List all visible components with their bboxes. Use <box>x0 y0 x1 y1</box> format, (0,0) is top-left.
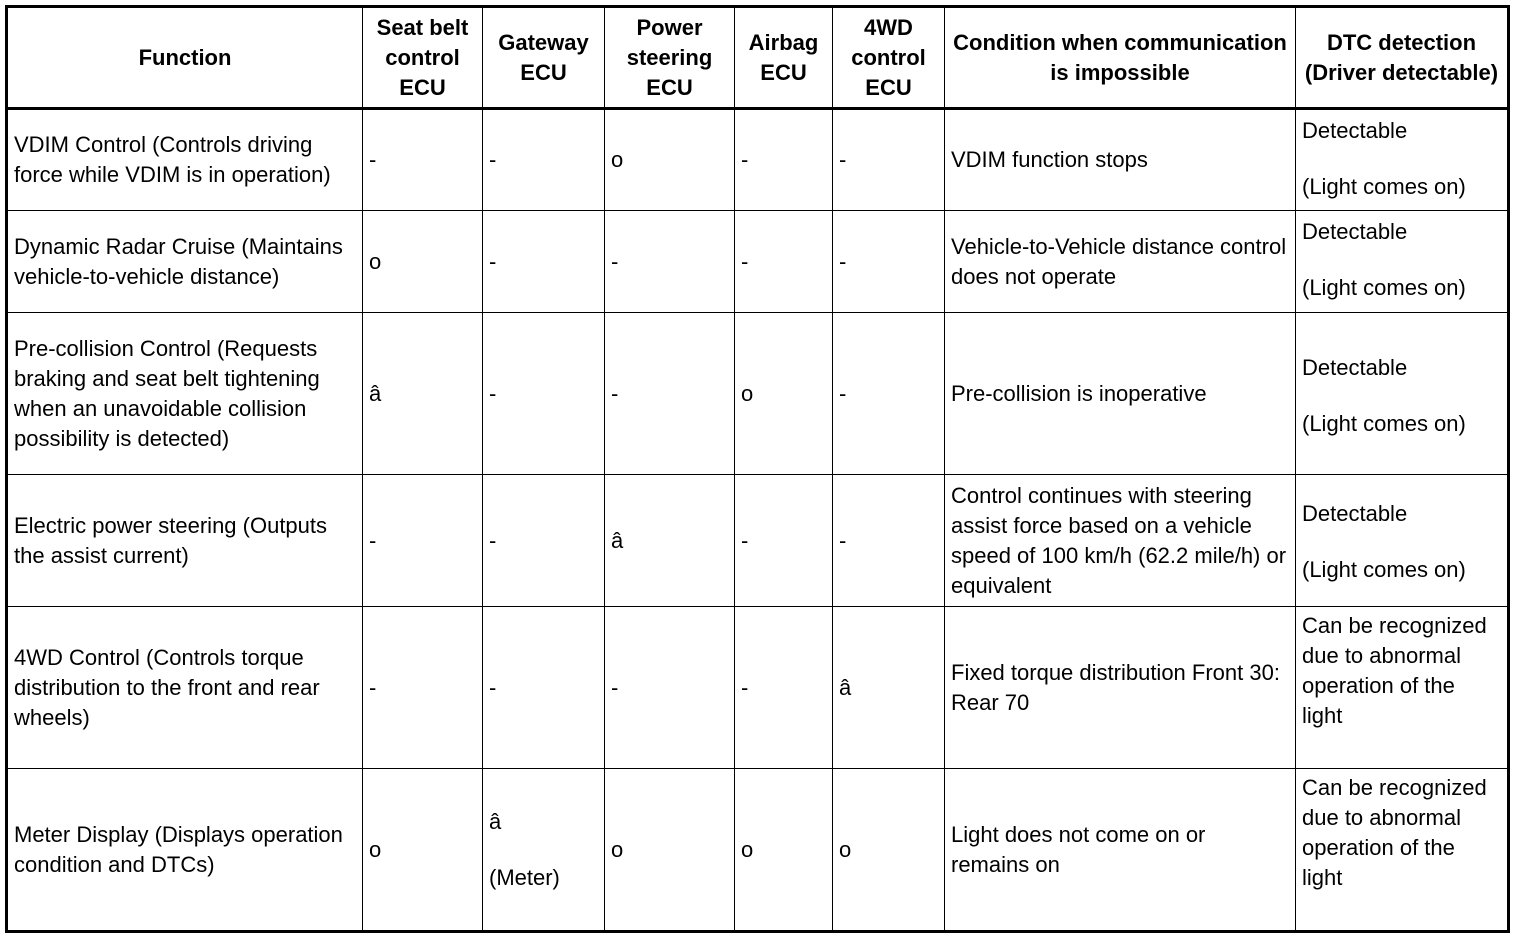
seat-belt-ecu-cell: o <box>363 769 483 932</box>
dtc-detection-cell <box>1296 769 1509 932</box>
function-cell: Meter Display (Displays operation condition and DTCs) <box>7 769 363 932</box>
dtc-note-text: (Light comes on) <box>1302 174 1466 199</box>
4wd-control-ecu-cell: o <box>833 769 945 932</box>
airbag-ecu-cell: - <box>735 109 833 211</box>
dtc-status-text: Can be recognized due to abnormal operation of the light <box>1302 775 1487 890</box>
dtc-detection-cell <box>1296 607 1509 769</box>
4wd-control-ecu-cell: â <box>833 607 945 769</box>
gateway-ecu-cell: - <box>483 475 605 607</box>
table-row <box>7 607 1509 769</box>
condition-cell: Control continues with steering assist force based on a vehicle speed of 100 km/h (62.2 mile/h) or equivalent <box>945 475 1296 607</box>
table-row <box>7 109 1509 211</box>
header-airbag-ecu: Airbag ECU <box>735 7 833 109</box>
power-steering-ecu-cell: - <box>605 313 735 475</box>
function-cell: Pre-collision Control (Requests braking and seat belt tightening when an unavoidable collision possibility is detected) <box>7 313 363 475</box>
dtc-status-text: Can be recognized due to abnormal operation of the light <box>1302 613 1487 728</box>
dtc-detection-cell <box>1296 211 1509 313</box>
function-cell: Dynamic Radar Cruise (Maintains vehicle-to-vehicle distance) <box>7 211 363 313</box>
header-dtc-detection: DTC detection (Driver detectable) <box>1296 7 1509 109</box>
header-function: Function <box>7 7 363 109</box>
condition-cell: Fixed torque distribution Front 30: Rear 70 <box>945 607 1296 769</box>
4wd-control-ecu-cell: - <box>833 211 945 313</box>
4wd-control-ecu-cell: - <box>833 475 945 607</box>
airbag-ecu-cell: o <box>735 769 833 932</box>
airbag-ecu-cell: - <box>735 607 833 769</box>
communication-function-table <box>5 5 1510 933</box>
4wd-control-ecu-cell: - <box>833 313 945 475</box>
gateway-ecu-cell <box>483 769 605 932</box>
function-cell: VDIM Control (Controls driving force while VDIM is in operation) <box>7 109 363 211</box>
dtc-detection-cell <box>1296 313 1509 475</box>
power-steering-ecu-cell: - <box>605 607 735 769</box>
header-seat-belt-ecu: Seat belt control ECU <box>363 7 483 109</box>
dtc-note-text: (Light comes on) <box>1302 411 1466 436</box>
dtc-status-text: Detectable <box>1302 118 1408 143</box>
header-4wd-control-ecu: 4WD control ECU <box>833 7 945 109</box>
seat-belt-ecu-cell: - <box>363 607 483 769</box>
seat-belt-ecu-cell: - <box>363 475 483 607</box>
gateway-sub-text: (Meter) <box>489 864 560 890</box>
condition-cell: VDIM function stops <box>945 109 1296 211</box>
gateway-ecu-cell: - <box>483 313 605 475</box>
power-steering-ecu-cell: â <box>605 475 735 607</box>
dtc-status-text: Detectable <box>1302 219 1408 244</box>
gateway-ecu-cell: - <box>483 109 605 211</box>
airbag-ecu-cell: - <box>735 211 833 313</box>
header-power-steering-ecu: Power steering ECU <box>605 7 735 109</box>
dtc-detection-cell <box>1296 109 1509 211</box>
airbag-ecu-cell: o <box>735 313 833 475</box>
seat-belt-ecu-cell: â <box>363 313 483 475</box>
header-gateway-ecu: Gateway ECU <box>483 7 605 109</box>
dtc-note-text: (Light comes on) <box>1302 557 1466 582</box>
power-steering-ecu-cell: o <box>605 769 735 932</box>
gateway-ecu-cell: - <box>483 211 605 313</box>
dtc-detection-cell <box>1296 475 1509 607</box>
airbag-ecu-cell: - <box>735 475 833 607</box>
condition-cell: Vehicle-to-Vehicle distance control does not operate <box>945 211 1296 313</box>
dtc-status-text: Detectable <box>1302 355 1408 380</box>
function-cell: Electric power steering (Outputs the assist current) <box>7 475 363 607</box>
seat-belt-ecu-cell: - <box>363 109 483 211</box>
table-row <box>7 211 1509 313</box>
table-row <box>7 475 1509 607</box>
dtc-note-text: (Light comes on) <box>1302 275 1466 300</box>
gateway-mark-text: â <box>489 808 502 834</box>
power-steering-ecu-cell: - <box>605 211 735 313</box>
function-cell: 4WD Control (Controls torque distribution to the front and rear wheels) <box>7 607 363 769</box>
dtc-status-text: Detectable <box>1302 501 1408 526</box>
table-row <box>7 313 1509 475</box>
table-header <box>7 7 1509 109</box>
power-steering-ecu-cell: o <box>605 109 735 211</box>
4wd-control-ecu-cell: - <box>833 109 945 211</box>
gateway-ecu-cell: - <box>483 607 605 769</box>
table-row <box>7 769 1509 932</box>
condition-cell: Light does not come on or remains on <box>945 769 1296 932</box>
condition-cell: Pre-collision is inoperative <box>945 313 1296 475</box>
header-condition: Condition when communication is impossible <box>945 7 1296 109</box>
seat-belt-ecu-cell: o <box>363 211 483 313</box>
